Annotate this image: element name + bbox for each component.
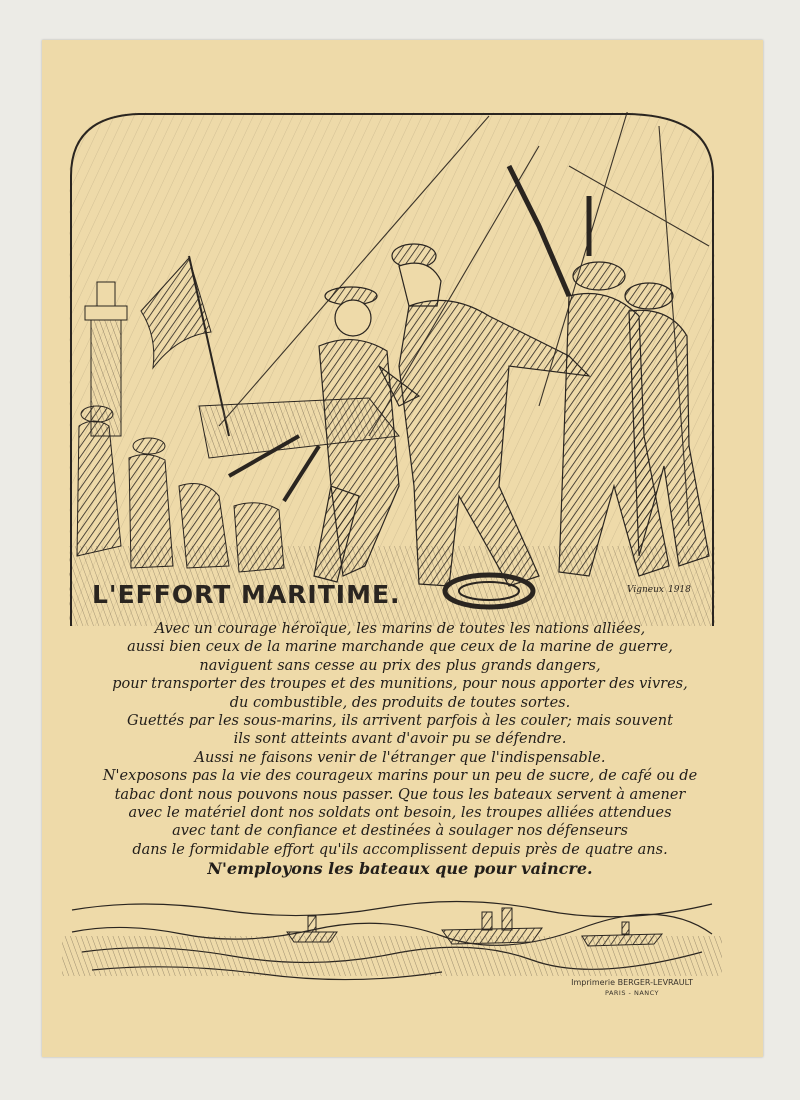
harbor-handshake-illustration bbox=[69, 106, 715, 626]
artist-name: Vigneux bbox=[627, 585, 664, 595]
text-line: aussi bien ceux de la marine marchande que ceux de la marine de guerre, bbox=[127, 639, 673, 656]
printer-imprint bbox=[562, 978, 702, 997]
poster-text bbox=[70, 620, 730, 879]
text-line: Guettés par les sous-marins, ils arrivent parfois à les couler; mais souvent bbox=[127, 713, 673, 730]
text-line: tabac dont nous pouvons nous passer. Que tous les bateaux servent à amener bbox=[114, 786, 686, 803]
text-line: N'exposons pas la vie des courageux marins pour un peu de sucre, de café ou de bbox=[102, 768, 698, 785]
text-line: naviguent sans cesse au prix des plus grands dangers, bbox=[199, 657, 601, 674]
text-line: avec le matériel dont nos soldats ont besoin, les troupes alliées attendues bbox=[128, 805, 672, 822]
text-line: Aussi ne faisons venir de l'étranger que l'indispensable. bbox=[194, 749, 606, 766]
text-line: ils sont atteints avant d'avoir pu se défendre. bbox=[233, 731, 567, 748]
printer-name: Imprimerie BERGER-LEVRAULT bbox=[571, 978, 693, 987]
text-line: dans le formidable effort qu'ils accomplissent depuis près de quatre ans. bbox=[132, 841, 668, 858]
artist-signature bbox=[627, 585, 691, 595]
text-line: Avec un courage héroïque, les marins de toutes les nations alliées, bbox=[154, 621, 646, 637]
text-line: avec tant de confiance et destinées à soulager nos défenseurs bbox=[172, 823, 628, 840]
printer-location: PARIS - NANCY bbox=[604, 989, 660, 997]
text-line: pour transporter des troupes et des munitions, pour nous apporter des vivres, bbox=[112, 676, 688, 693]
closing-line: N'employons les bateaux que pour vaincre. bbox=[207, 859, 593, 879]
signature-year: 1918 bbox=[667, 585, 691, 595]
text-line: du combustible, des produits de toutes sortes. bbox=[229, 694, 571, 711]
sea-ships-drawing bbox=[62, 870, 722, 985]
poster-title: L'EFFORT MARITIME. bbox=[92, 580, 401, 609]
poster-sheet bbox=[42, 40, 763, 1057]
